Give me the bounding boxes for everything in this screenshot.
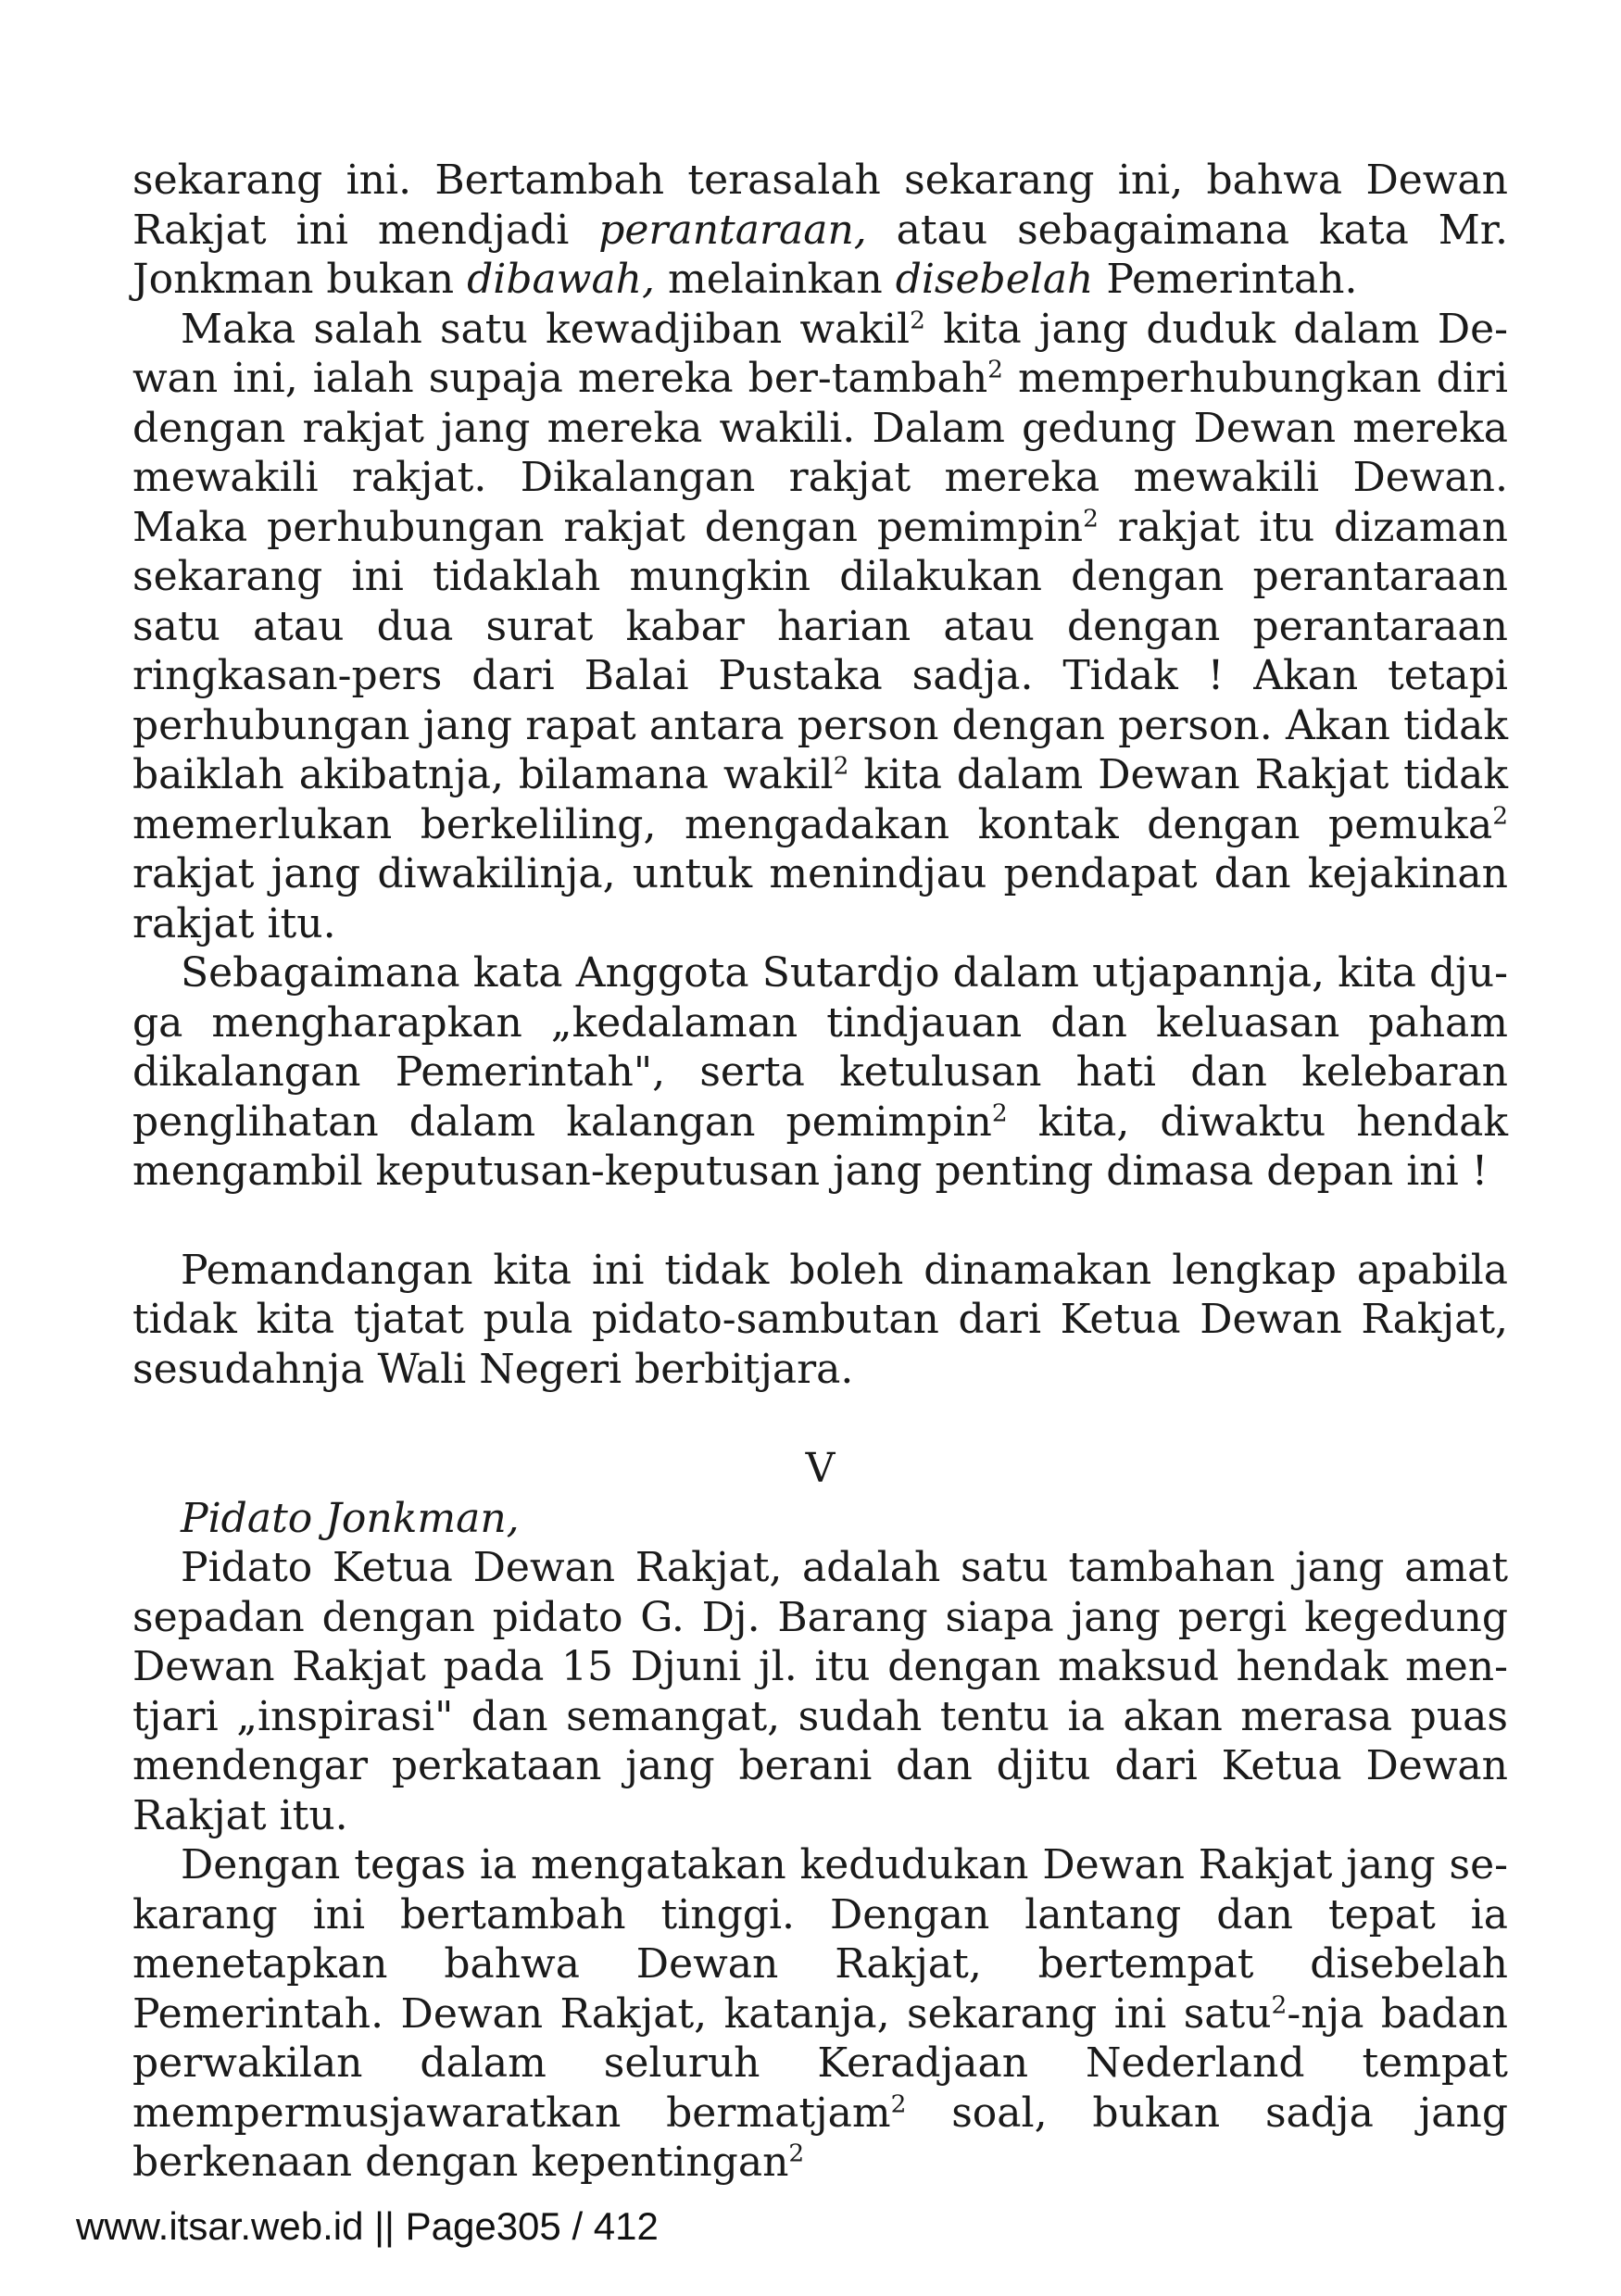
italic-dibawah: dibawah, bbox=[467, 256, 655, 303]
section-title: Pidato Jonkman, bbox=[181, 1494, 520, 1542]
superscript-2: 2 bbox=[991, 1098, 1008, 1127]
superscript-2: 2 bbox=[788, 2139, 805, 2168]
superscript-2: 2 bbox=[833, 751, 849, 781]
section-number: V bbox=[805, 1445, 836, 1492]
paragraph-5: Pidato Ketua Dewan Rakjat, adalah satu tambahan jang amat sepadan dengan pidato G. Dj. Barang siapa jang pergi kegedung Dewan Rakjat pada 15 Djuni jl. itu dengan maksud hendak mentjari „inspirasi" dan semangat, sudah tentu ia akan merasa puas mendengar perkataan jang berani dan djitu dari Ketua Dewan Rakjat itu. bbox=[132, 1544, 1508, 1839]
paragraph-2-text-b: kita jang duduk dalam Dewan ini, ialah supaja mereka ber-tambah bbox=[132, 305, 1509, 402]
paragraph-1-text-d: Pemerintah. bbox=[1093, 256, 1358, 303]
paragraph-2-text-c: memperhubungkan diri dengan rakjat jang mereka wakili. Dalam gedung Dewan mereka mewakili rakjat. Dikalangan rakjat mereka mewakili Dewan. Maka perhubungan rakjat dengan pemimpin bbox=[132, 355, 1508, 551]
paragraph-6-text-c: soal, bukan sadja jang berkenaan dengan kepentingan bbox=[132, 2089, 1508, 2186]
paragraph-1 bbox=[132, 156, 1508, 305]
paragraph-6 bbox=[132, 1840, 1508, 2188]
paragraph-2-text-e: kita dalam Dewan Rakjat tidak memerlukan berkeliling, mengadakan kontak dengan pemuka bbox=[132, 751, 1508, 848]
paragraph-3-text-b: kita, diwaktu hendak mengambil keputusan-keputusan jang penting dimasa depan ini ! bbox=[132, 1098, 1508, 1195]
paragraph-3 bbox=[132, 948, 1508, 1197]
superscript-2: 2 bbox=[910, 305, 925, 334]
paragraph-2-text-a: Maka salah satu kewadjiban wakil bbox=[181, 305, 911, 353]
superscript-2: 2 bbox=[1083, 503, 1099, 533]
superscript-2: 2 bbox=[890, 2089, 907, 2118]
page-footer: www.itsar.web.id || Page305 / 412 bbox=[76, 2204, 659, 2248]
paragraph-1-text-c: melainkan bbox=[655, 256, 896, 303]
superscript-2: 2 bbox=[987, 355, 1003, 384]
paragraph-1-text-a: sekarang ini. Bertambah terasalah sekarang ini, bahwa Dewan Rakjat ini mendjadi bbox=[132, 157, 1508, 254]
page-body bbox=[132, 156, 1508, 2188]
paragraph-4: Pemandangan kita ini tidak boleh dinamakan lengkap apabila tidak kita tjatat pula pidato-sambutan dari Ketua Dewan Rakjat, sesudahnja Wali Negeri berbitjara. bbox=[132, 1246, 1508, 1393]
superscript-2: 2 bbox=[1271, 1989, 1288, 2019]
superscript-2: 2 bbox=[1492, 800, 1508, 830]
paragraph-6-text-a: Dengan tegas ia mengatakan kedudukan Dewan Rakjat jang sekarang ini bertambah tinggi. Dengan lantang dan tepat ia menetapkan bahwa Dewan Rakjat, bertempat disebelah Pemerintah. Dewan Rakjat, katanja, sekarang ini satu bbox=[132, 1841, 1508, 2038]
paragraph-1-text-b: atau sebagaimana kata Mr. Jonkman bukan bbox=[132, 206, 1508, 303]
paragraph-2 bbox=[132, 305, 1508, 949]
paragraph-3-text-a: Sebagaimana kata Anggota Sutardjo dalam utjapannja, kita djuga mengharapkan „kedalaman tindjauan dan keluasan paham dikalangan Pemerintah", serta ketulusan hati dan kelebaran penglihatan dalam kalangan pemimpin bbox=[132, 949, 1508, 1146]
italic-perantaraan: perantaraan, bbox=[598, 206, 867, 254]
paragraph-2-text-f: rakjat jang diwakilinja, untuk menindjau pendapat dan kejakinan rakjat itu. bbox=[132, 850, 1508, 947]
italic-disebelah: disebelah bbox=[895, 256, 1094, 303]
paragraph-2-text-d: rakjat itu dizaman sekarang ini tidaklah mungkin dilakukan dengan perantaraan satu atau dua surat kabar harian atau dengan perantaraan ringkasan-pers dari Balai Pustaka sadja. Tidak ! Akan tetapi perhubungan jang rapat antara person dengan person. Akan tidak baiklah akibatnja, bilamana wakil bbox=[132, 503, 1509, 798]
paragraph-6-text-b: -nja badan perwakilan dalam seluruh Keradjaan Nederland tempat mempermusjawaratkan bermatjam bbox=[132, 1989, 1509, 2137]
